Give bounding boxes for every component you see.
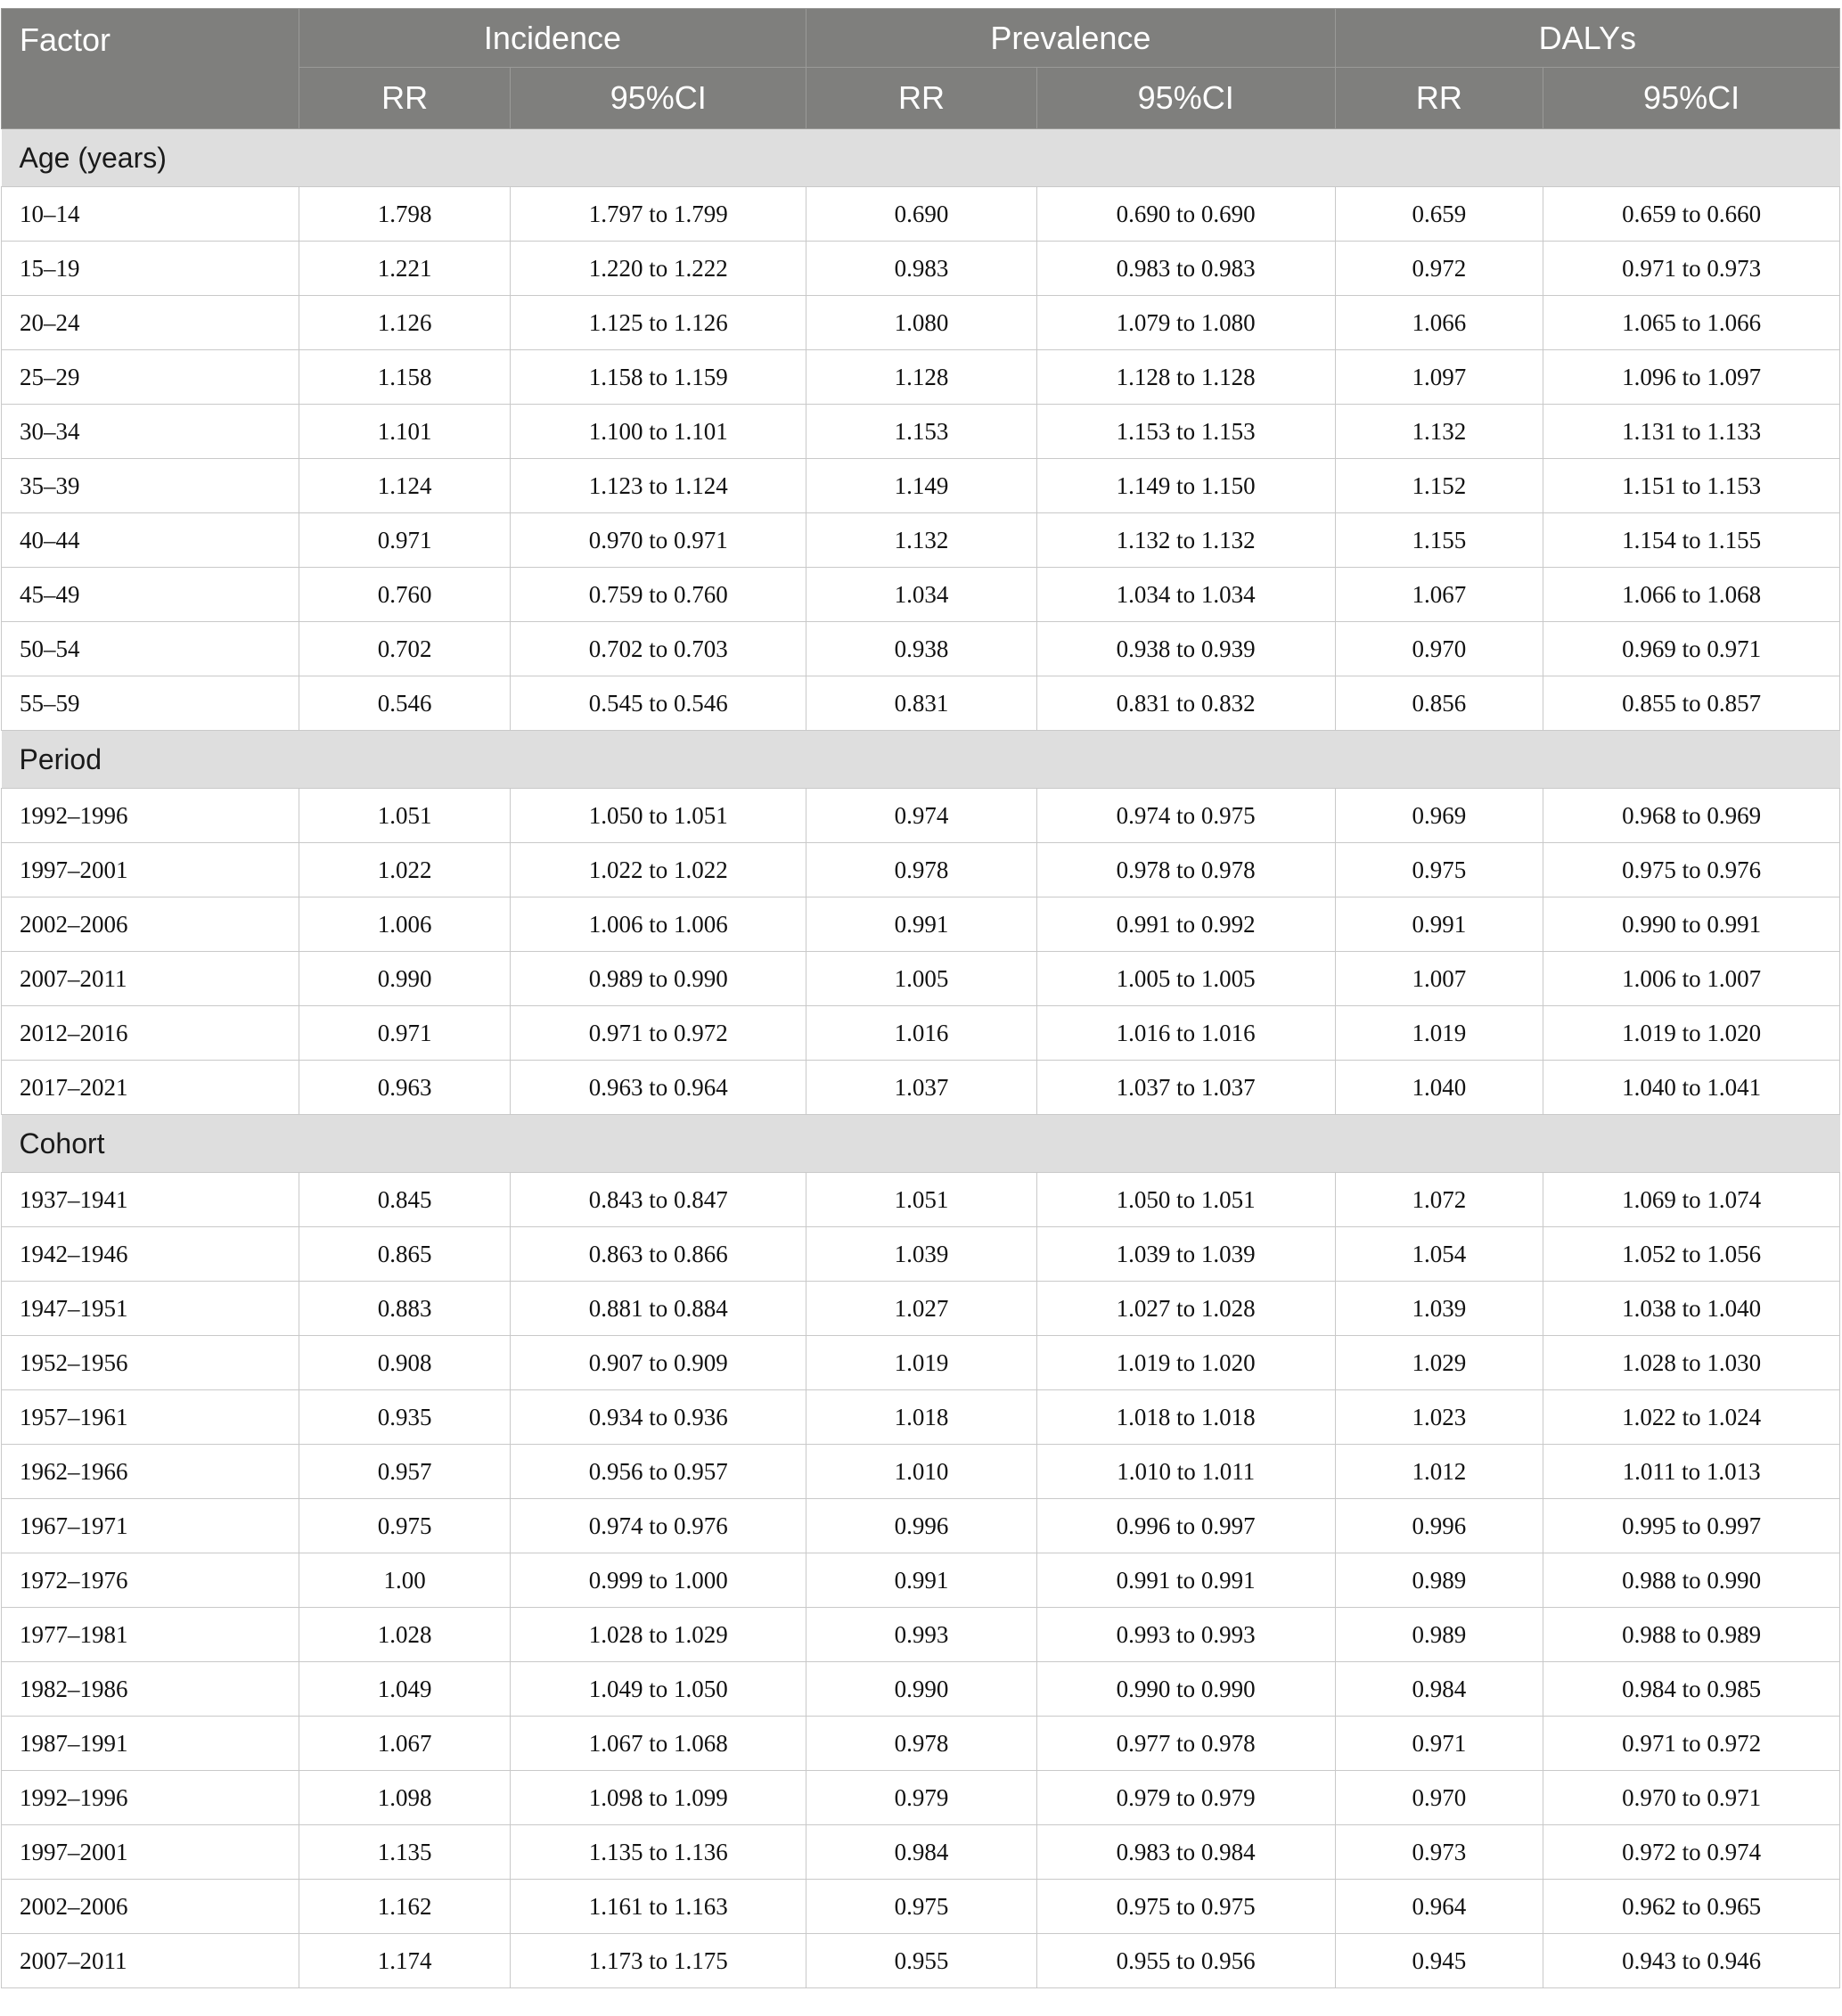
prevalence-ci: 0.991 to 0.992 bbox=[1036, 897, 1335, 952]
incidence-rr: 0.546 bbox=[299, 676, 511, 731]
row-label: 1997–2001 bbox=[2, 843, 299, 897]
prevalence-ci: 1.128 to 1.128 bbox=[1036, 350, 1335, 405]
dalys-rr: 1.155 bbox=[1335, 513, 1543, 568]
prevalence-ci: 1.018 to 1.018 bbox=[1036, 1390, 1335, 1445]
prevalence-rr: 1.019 bbox=[806, 1336, 1037, 1390]
dalys-rr: 0.945 bbox=[1335, 1934, 1543, 1988]
table-row bbox=[2, 843, 1840, 897]
header-prevalence: Prevalence bbox=[806, 9, 1335, 68]
prevalence-ci: 0.993 to 0.993 bbox=[1036, 1608, 1335, 1662]
incidence-ci: 0.934 to 0.936 bbox=[511, 1390, 806, 1445]
dalys-rr: 1.066 bbox=[1335, 296, 1543, 350]
dalys-rr: 0.996 bbox=[1335, 1499, 1543, 1553]
dalys-ci: 0.962 to 0.965 bbox=[1543, 1880, 1840, 1934]
prevalence-rr: 1.016 bbox=[806, 1006, 1037, 1061]
table-body bbox=[2, 129, 1840, 1988]
incidence-ci: 0.963 to 0.964 bbox=[511, 1061, 806, 1115]
dalys-rr: 1.097 bbox=[1335, 350, 1543, 405]
table-row bbox=[2, 296, 1840, 350]
incidence-rr: 1.049 bbox=[299, 1662, 511, 1717]
prevalence-ci: 0.690 to 0.690 bbox=[1036, 187, 1335, 242]
dalys-ci: 1.151 to 1.153 bbox=[1543, 459, 1840, 513]
prevalence-rr: 1.051 bbox=[806, 1173, 1037, 1227]
incidence-ci: 0.970 to 0.971 bbox=[511, 513, 806, 568]
table-row bbox=[2, 1662, 1840, 1717]
incidence-rr: 0.760 bbox=[299, 568, 511, 622]
prevalence-rr: 1.149 bbox=[806, 459, 1037, 513]
incidence-rr: 0.963 bbox=[299, 1061, 511, 1115]
dalys-ci: 0.988 to 0.990 bbox=[1543, 1553, 1840, 1608]
prevalence-ci: 0.990 to 0.990 bbox=[1036, 1662, 1335, 1717]
dalys-ci: 0.971 to 0.972 bbox=[1543, 1717, 1840, 1771]
prevalence-rr: 1.034 bbox=[806, 568, 1037, 622]
dalys-rr: 1.054 bbox=[1335, 1227, 1543, 1282]
incidence-ci: 1.050 to 1.051 bbox=[511, 789, 806, 843]
incidence-ci: 1.067 to 1.068 bbox=[511, 1717, 806, 1771]
subheader-dalys-rr: RR bbox=[1335, 68, 1543, 129]
dalys-rr: 0.970 bbox=[1335, 1771, 1543, 1825]
incidence-ci: 1.173 to 1.175 bbox=[511, 1934, 806, 1988]
prevalence-ci: 0.975 to 0.975 bbox=[1036, 1880, 1335, 1934]
incidence-rr: 1.098 bbox=[299, 1771, 511, 1825]
incidence-ci: 1.135 to 1.136 bbox=[511, 1825, 806, 1880]
incidence-rr: 1.051 bbox=[299, 789, 511, 843]
incidence-ci: 0.545 to 0.546 bbox=[511, 676, 806, 731]
dalys-rr: 1.007 bbox=[1335, 952, 1543, 1006]
dalys-rr: 0.971 bbox=[1335, 1717, 1543, 1771]
prevalence-rr: 1.037 bbox=[806, 1061, 1037, 1115]
table-row bbox=[2, 789, 1840, 843]
prevalence-ci: 0.996 to 0.997 bbox=[1036, 1499, 1335, 1553]
prevalence-ci: 0.991 to 0.991 bbox=[1036, 1553, 1335, 1608]
header-dalys: DALYs bbox=[1335, 9, 1839, 68]
dalys-ci: 0.995 to 0.997 bbox=[1543, 1499, 1840, 1553]
incidence-ci: 1.098 to 1.099 bbox=[511, 1771, 806, 1825]
prevalence-ci: 1.019 to 1.020 bbox=[1036, 1336, 1335, 1390]
dalys-rr: 1.039 bbox=[1335, 1282, 1543, 1336]
prevalence-ci: 0.938 to 0.939 bbox=[1036, 622, 1335, 676]
dalys-ci: 1.011 to 1.013 bbox=[1543, 1445, 1840, 1499]
incidence-rr: 1.135 bbox=[299, 1825, 511, 1880]
table-row bbox=[2, 1006, 1840, 1061]
dalys-rr: 1.040 bbox=[1335, 1061, 1543, 1115]
dalys-rr: 0.969 bbox=[1335, 789, 1543, 843]
incidence-ci: 0.989 to 0.990 bbox=[511, 952, 806, 1006]
incidence-rr: 0.865 bbox=[299, 1227, 511, 1282]
row-label: 25–29 bbox=[2, 350, 299, 405]
prevalence-ci: 0.831 to 0.832 bbox=[1036, 676, 1335, 731]
dalys-rr: 0.989 bbox=[1335, 1553, 1543, 1608]
table-header bbox=[2, 9, 1840, 129]
section-title: Period bbox=[2, 731, 1840, 789]
dalys-ci: 1.052 to 1.056 bbox=[1543, 1227, 1840, 1282]
table-row bbox=[2, 459, 1840, 513]
prevalence-rr: 1.010 bbox=[806, 1445, 1037, 1499]
table-row bbox=[2, 1282, 1840, 1336]
table-row bbox=[2, 1336, 1840, 1390]
row-label: 20–24 bbox=[2, 296, 299, 350]
dalys-ci: 1.066 to 1.068 bbox=[1543, 568, 1840, 622]
subheader-prevalence-rr: RR bbox=[806, 68, 1037, 129]
table-row bbox=[2, 1499, 1840, 1553]
dalys-ci: 0.975 to 0.976 bbox=[1543, 843, 1840, 897]
table-row bbox=[2, 1608, 1840, 1662]
incidence-ci: 1.049 to 1.050 bbox=[511, 1662, 806, 1717]
dalys-rr: 0.856 bbox=[1335, 676, 1543, 731]
prevalence-rr: 1.153 bbox=[806, 405, 1037, 459]
incidence-rr: 1.067 bbox=[299, 1717, 511, 1771]
incidence-ci: 0.759 to 0.760 bbox=[511, 568, 806, 622]
prevalence-ci: 1.149 to 1.150 bbox=[1036, 459, 1335, 513]
header-incidence: Incidence bbox=[299, 9, 806, 68]
dalys-ci: 0.971 to 0.973 bbox=[1543, 242, 1840, 296]
table-row bbox=[2, 1880, 1840, 1934]
dalys-ci: 1.131 to 1.133 bbox=[1543, 405, 1840, 459]
dalys-rr: 1.067 bbox=[1335, 568, 1543, 622]
incidence-rr: 1.126 bbox=[299, 296, 511, 350]
prevalence-rr: 0.831 bbox=[806, 676, 1037, 731]
incidence-rr: 1.022 bbox=[299, 843, 511, 897]
prevalence-rr: 1.005 bbox=[806, 952, 1037, 1006]
incidence-rr: 1.101 bbox=[299, 405, 511, 459]
table-row bbox=[2, 1173, 1840, 1227]
table-row bbox=[2, 405, 1840, 459]
table-row bbox=[2, 1825, 1840, 1880]
row-label: 1992–1996 bbox=[2, 1771, 299, 1825]
incidence-ci: 0.881 to 0.884 bbox=[511, 1282, 806, 1336]
incidence-rr: 0.971 bbox=[299, 1006, 511, 1061]
dalys-rr: 1.072 bbox=[1335, 1173, 1543, 1227]
dalys-ci: 0.855 to 0.857 bbox=[1543, 676, 1840, 731]
row-label: 1987–1991 bbox=[2, 1717, 299, 1771]
prevalence-rr: 0.990 bbox=[806, 1662, 1037, 1717]
prevalence-ci: 1.037 to 1.037 bbox=[1036, 1061, 1335, 1115]
dalys-rr: 1.152 bbox=[1335, 459, 1543, 513]
dalys-ci: 1.022 to 1.024 bbox=[1543, 1390, 1840, 1445]
prevalence-ci: 0.978 to 0.978 bbox=[1036, 843, 1335, 897]
incidence-rr: 1.162 bbox=[299, 1880, 511, 1934]
incidence-ci: 0.974 to 0.976 bbox=[511, 1499, 806, 1553]
prevalence-ci: 0.955 to 0.956 bbox=[1036, 1934, 1335, 1988]
dalys-ci: 0.969 to 0.971 bbox=[1543, 622, 1840, 676]
prevalence-rr: 0.690 bbox=[806, 187, 1037, 242]
prevalence-ci: 1.005 to 1.005 bbox=[1036, 952, 1335, 1006]
incidence-rr: 0.975 bbox=[299, 1499, 511, 1553]
row-label: 1952–1956 bbox=[2, 1336, 299, 1390]
row-label: 2002–2006 bbox=[2, 1880, 299, 1934]
dalys-ci: 1.096 to 1.097 bbox=[1543, 350, 1840, 405]
dalys-rr: 0.964 bbox=[1335, 1880, 1543, 1934]
row-label: 1957–1961 bbox=[2, 1390, 299, 1445]
prevalence-ci: 1.039 to 1.039 bbox=[1036, 1227, 1335, 1282]
row-label: 2007–2011 bbox=[2, 1934, 299, 1988]
row-label: 2002–2006 bbox=[2, 897, 299, 952]
incidence-ci: 1.123 to 1.124 bbox=[511, 459, 806, 513]
prevalence-rr: 1.080 bbox=[806, 296, 1037, 350]
dalys-ci: 0.984 to 0.985 bbox=[1543, 1662, 1840, 1717]
incidence-ci: 1.006 to 1.006 bbox=[511, 897, 806, 952]
prevalence-rr: 1.018 bbox=[806, 1390, 1037, 1445]
table-row bbox=[2, 513, 1840, 568]
incidence-rr: 0.957 bbox=[299, 1445, 511, 1499]
incidence-ci: 0.907 to 0.909 bbox=[511, 1336, 806, 1390]
row-label: 35–39 bbox=[2, 459, 299, 513]
dalys-rr: 0.989 bbox=[1335, 1608, 1543, 1662]
dalys-rr: 1.023 bbox=[1335, 1390, 1543, 1445]
incidence-rr: 0.845 bbox=[299, 1173, 511, 1227]
dalys-ci: 1.040 to 1.041 bbox=[1543, 1061, 1840, 1115]
row-label: 50–54 bbox=[2, 622, 299, 676]
prevalence-rr: 0.938 bbox=[806, 622, 1037, 676]
incidence-rr: 1.00 bbox=[299, 1553, 511, 1608]
incidence-ci: 1.797 to 1.799 bbox=[511, 187, 806, 242]
prevalence-ci: 1.010 to 1.011 bbox=[1036, 1445, 1335, 1499]
incidence-rr: 1.158 bbox=[299, 350, 511, 405]
incidence-ci: 0.971 to 0.972 bbox=[511, 1006, 806, 1061]
prevalence-ci: 1.132 to 1.132 bbox=[1036, 513, 1335, 568]
dalys-rr: 0.991 bbox=[1335, 897, 1543, 952]
incidence-ci: 0.999 to 1.000 bbox=[511, 1553, 806, 1608]
header-factor: Factor bbox=[2, 9, 299, 129]
table-row bbox=[2, 568, 1840, 622]
incidence-rr: 1.006 bbox=[299, 897, 511, 952]
dalys-ci: 1.065 to 1.066 bbox=[1543, 296, 1840, 350]
incidence-rr: 0.702 bbox=[299, 622, 511, 676]
prevalence-ci: 0.983 to 0.984 bbox=[1036, 1825, 1335, 1880]
dalys-ci: 1.006 to 1.007 bbox=[1543, 952, 1840, 1006]
table-row bbox=[2, 1553, 1840, 1608]
dalys-rr: 0.973 bbox=[1335, 1825, 1543, 1880]
row-label: 1992–1996 bbox=[2, 789, 299, 843]
prevalence-rr: 0.996 bbox=[806, 1499, 1037, 1553]
incidence-rr: 1.028 bbox=[299, 1608, 511, 1662]
prevalence-ci: 1.027 to 1.028 bbox=[1036, 1282, 1335, 1336]
dalys-rr: 1.029 bbox=[1335, 1336, 1543, 1390]
prevalence-rr: 0.991 bbox=[806, 897, 1037, 952]
dalys-ci: 0.659 to 0.660 bbox=[1543, 187, 1840, 242]
prevalence-rr: 0.978 bbox=[806, 843, 1037, 897]
table-row bbox=[2, 676, 1840, 731]
prevalence-rr: 0.991 bbox=[806, 1553, 1037, 1608]
row-label: 2012–2016 bbox=[2, 1006, 299, 1061]
row-label: 1962–1966 bbox=[2, 1445, 299, 1499]
incidence-ci: 0.956 to 0.957 bbox=[511, 1445, 806, 1499]
row-label: 1982–1986 bbox=[2, 1662, 299, 1717]
prevalence-ci: 0.983 to 0.983 bbox=[1036, 242, 1335, 296]
row-label: 1977–1981 bbox=[2, 1608, 299, 1662]
dalys-ci: 0.970 to 0.971 bbox=[1543, 1771, 1840, 1825]
prevalence-ci: 1.050 to 1.051 bbox=[1036, 1173, 1335, 1227]
incidence-rr: 1.124 bbox=[299, 459, 511, 513]
row-label: 1997–2001 bbox=[2, 1825, 299, 1880]
section-title: Cohort bbox=[2, 1115, 1840, 1173]
prevalence-rr: 0.984 bbox=[806, 1825, 1037, 1880]
dalys-rr: 0.984 bbox=[1335, 1662, 1543, 1717]
incidence-ci: 1.220 to 1.222 bbox=[511, 242, 806, 296]
dalys-ci: 1.019 to 1.020 bbox=[1543, 1006, 1840, 1061]
table-row bbox=[2, 1771, 1840, 1825]
dalys-ci: 1.069 to 1.074 bbox=[1543, 1173, 1840, 1227]
section-title: Age (years) bbox=[2, 129, 1840, 187]
prevalence-ci: 0.974 to 0.975 bbox=[1036, 789, 1335, 843]
row-label: 1967–1971 bbox=[2, 1499, 299, 1553]
prevalence-ci: 1.079 to 1.080 bbox=[1036, 296, 1335, 350]
incidence-rr: 0.935 bbox=[299, 1390, 511, 1445]
incidence-ci: 0.702 to 0.703 bbox=[511, 622, 806, 676]
prevalence-rr: 0.974 bbox=[806, 789, 1037, 843]
subheader-incidence-rr: RR bbox=[299, 68, 511, 129]
table-row bbox=[2, 1934, 1840, 1988]
prevalence-rr: 1.039 bbox=[806, 1227, 1037, 1282]
prevalence-ci: 0.977 to 0.978 bbox=[1036, 1717, 1335, 1771]
dalys-ci: 0.988 to 0.989 bbox=[1543, 1608, 1840, 1662]
dalys-rr: 0.975 bbox=[1335, 843, 1543, 897]
table-row bbox=[2, 952, 1840, 1006]
table-row bbox=[2, 622, 1840, 676]
subheader-incidence-ci: 95%CI bbox=[511, 68, 806, 129]
section-row bbox=[2, 129, 1840, 187]
prevalence-rr: 0.978 bbox=[806, 1717, 1037, 1771]
prevalence-ci: 1.153 to 1.153 bbox=[1036, 405, 1335, 459]
row-label: 1972–1976 bbox=[2, 1553, 299, 1608]
prevalence-rr: 0.983 bbox=[806, 242, 1037, 296]
incidence-rr: 0.883 bbox=[299, 1282, 511, 1336]
table-row bbox=[2, 1717, 1840, 1771]
prevalence-rr: 0.993 bbox=[806, 1608, 1037, 1662]
dalys-ci: 0.990 to 0.991 bbox=[1543, 897, 1840, 952]
table-row bbox=[2, 242, 1840, 296]
incidence-rr: 1.174 bbox=[299, 1934, 511, 1988]
table-row bbox=[2, 350, 1840, 405]
prevalence-ci: 1.016 to 1.016 bbox=[1036, 1006, 1335, 1061]
prevalence-rr: 1.128 bbox=[806, 350, 1037, 405]
table-row bbox=[2, 1445, 1840, 1499]
incidence-ci: 1.161 to 1.163 bbox=[511, 1880, 806, 1934]
dalys-ci: 0.943 to 0.946 bbox=[1543, 1934, 1840, 1988]
dalys-rr: 0.972 bbox=[1335, 242, 1543, 296]
row-label: 40–44 bbox=[2, 513, 299, 568]
row-label: 1947–1951 bbox=[2, 1282, 299, 1336]
incidence-ci: 1.100 to 1.101 bbox=[511, 405, 806, 459]
dalys-ci: 0.972 to 0.974 bbox=[1543, 1825, 1840, 1880]
dalys-rr: 1.012 bbox=[1335, 1445, 1543, 1499]
table-row bbox=[2, 1227, 1840, 1282]
incidence-ci: 1.158 to 1.159 bbox=[511, 350, 806, 405]
section-row bbox=[2, 1115, 1840, 1173]
incidence-ci: 1.022 to 1.022 bbox=[511, 843, 806, 897]
section-row bbox=[2, 731, 1840, 789]
row-label: 1942–1946 bbox=[2, 1227, 299, 1282]
prevalence-rr: 1.027 bbox=[806, 1282, 1037, 1336]
incidence-rr: 0.971 bbox=[299, 513, 511, 568]
dalys-ci: 1.028 to 1.030 bbox=[1543, 1336, 1840, 1390]
incidence-ci: 1.028 to 1.029 bbox=[511, 1608, 806, 1662]
dalys-ci: 1.038 to 1.040 bbox=[1543, 1282, 1840, 1336]
incidence-rr: 0.908 bbox=[299, 1336, 511, 1390]
incidence-ci: 1.125 to 1.126 bbox=[511, 296, 806, 350]
prevalence-ci: 1.034 to 1.034 bbox=[1036, 568, 1335, 622]
incidence-rr: 1.798 bbox=[299, 187, 511, 242]
table-row bbox=[2, 187, 1840, 242]
apc-results-table bbox=[1, 8, 1840, 1988]
dalys-rr: 1.019 bbox=[1335, 1006, 1543, 1061]
incidence-rr: 1.221 bbox=[299, 242, 511, 296]
row-label: 2007–2011 bbox=[2, 952, 299, 1006]
incidence-rr: 0.990 bbox=[299, 952, 511, 1006]
row-label: 30–34 bbox=[2, 405, 299, 459]
subheader-dalys-ci: 95%CI bbox=[1543, 68, 1840, 129]
row-label: 55–59 bbox=[2, 676, 299, 731]
dalys-rr: 0.970 bbox=[1335, 622, 1543, 676]
table-row bbox=[2, 1390, 1840, 1445]
row-label: 10–14 bbox=[2, 187, 299, 242]
prevalence-rr: 0.975 bbox=[806, 1880, 1037, 1934]
row-label: 15–19 bbox=[2, 242, 299, 296]
dalys-rr: 1.132 bbox=[1335, 405, 1543, 459]
subheader-prevalence-ci: 95%CI bbox=[1036, 68, 1335, 129]
prevalence-rr: 1.132 bbox=[806, 513, 1037, 568]
prevalence-ci: 0.979 to 0.979 bbox=[1036, 1771, 1335, 1825]
row-label: 2017–2021 bbox=[2, 1061, 299, 1115]
incidence-ci: 0.863 to 0.866 bbox=[511, 1227, 806, 1282]
row-label: 1937–1941 bbox=[2, 1173, 299, 1227]
row-label: 45–49 bbox=[2, 568, 299, 622]
table-row bbox=[2, 897, 1840, 952]
dalys-ci: 0.968 to 0.969 bbox=[1543, 789, 1840, 843]
incidence-ci: 0.843 to 0.847 bbox=[511, 1173, 806, 1227]
prevalence-rr: 0.979 bbox=[806, 1771, 1037, 1825]
table-row bbox=[2, 1061, 1840, 1115]
dalys-ci: 1.154 to 1.155 bbox=[1543, 513, 1840, 568]
prevalence-rr: 0.955 bbox=[806, 1934, 1037, 1988]
dalys-rr: 0.659 bbox=[1335, 187, 1543, 242]
